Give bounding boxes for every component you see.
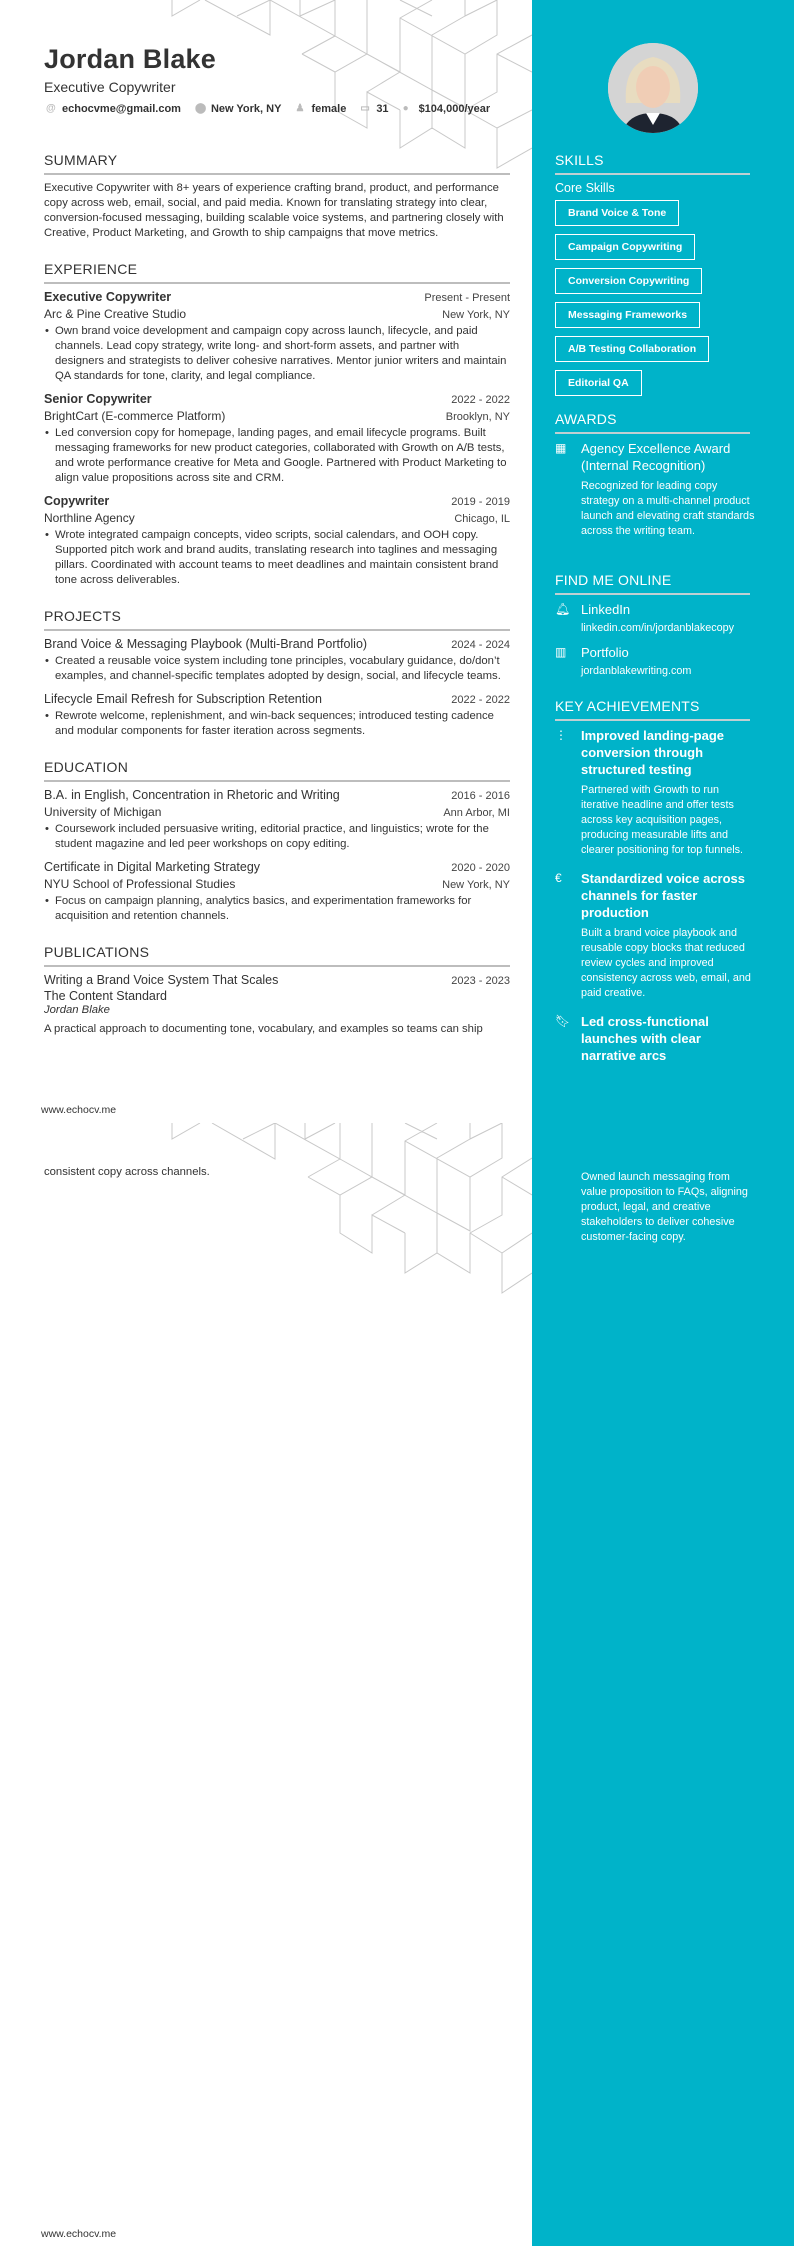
achievement-item [555,1013,755,1064]
project-entry [44,692,510,739]
chart-icon: ▥ [555,645,567,659]
avatar [608,43,698,133]
school: NYU School of Professional Studies [44,877,236,891]
degree: B.A. in English, Concentration in Rhetoric and Writing [44,788,340,802]
calendar-icon: ▭ [360,103,370,114]
contact-location: New York, NY [210,103,282,115]
achievement-title: Improved landing-page conversion through structured testing [581,728,725,777]
experience-entry [44,494,510,588]
contact-email: echocvme@gmail.com [62,103,181,115]
section-heading: SKILLS [555,152,750,175]
at-icon: @ [46,103,56,114]
dates: 2022 - 2022 [451,694,510,706]
achievement-item [555,727,755,858]
author: Jordan Blake [44,1004,110,1016]
dates: 2024 - 2024 [451,639,510,651]
online-section [555,572,755,687]
geometric-pattern-page2 [0,1123,532,1323]
education-entry [44,860,510,924]
section-heading: PROJECTS [44,608,510,631]
company: BrightCart (E-commerce Platform) [44,409,226,423]
project-name: Lifecycle Email Refresh for Subscription Retention [44,692,322,706]
location: Brooklyn, NY [445,411,510,423]
award-title: Agency Excellence Award (Internal Recognition) [581,441,731,473]
bullet: • Focus on campaign planning, analytics basics, and experimentation frameworks for acquisition and retention channels. [44,894,510,924]
money-icon: ● [402,103,409,114]
experience-entry [44,392,510,486]
projects-section [44,608,510,739]
skill-tag: Conversion Copywriting [555,268,702,294]
bullet: • Own brand voice development and campaign copy across launch, lifecycle, and paid channels. Lead copy strategy, write long- and short-form assets, and partner with designers and strategists to deliver cohesive narratives. Mentor junior writers and maintain QA standards for tone, clarity, and legal compliance. [44,324,510,384]
location: Ann Arbor, MI [443,807,510,819]
online-label: LinkedIn [581,602,631,617]
section-heading: EDUCATION [44,759,510,782]
dates: 2020 - 2020 [451,862,510,874]
bullet: • Led conversion copy for homepage, landing pages, and email lifecycle programs. Built messaging frameworks for new product categories, collaborated with Growth on A/B tests, and wrote performance creative for Meta and Google. Partnered with Product Marketing to align value propositions across site and CRM. [44,426,510,486]
contact-age: 31 [376,103,389,115]
publication-description-continued: consistent copy across channels. [44,1166,210,1178]
contact-row [44,103,510,115]
achievement-title: Standardized voice across channels for faster production [581,871,746,920]
publication-title: Writing a Brand Voice System That Scales [44,973,279,987]
achievement-item [555,870,755,1001]
award-item [555,440,755,539]
degree: Certificate in Digital Marketing Strategy [44,860,261,874]
project-entry [44,637,510,684]
dots-icon: ⋮ [555,728,567,742]
online-url[interactable]: linkedin.com/in/jordanblakecopy [581,622,735,634]
online-item[interactable] [555,644,755,679]
role: Copywriter [44,494,110,508]
location: Chicago, IL [454,513,510,525]
right-column [555,152,755,404]
bell-icon: 🔔︎ [555,602,571,616]
skill-tags [555,200,755,404]
bookmark-icon: 🔖︎ [555,1014,571,1028]
skill-tag: A/B Testing Collaboration [555,336,709,362]
section-heading: FIND ME ONLINE [555,572,750,595]
dates: Present - Present [424,292,510,304]
achievements-section [555,698,755,1072]
contact-gender: female [311,103,347,115]
summary-text: Executive Copywriter with 8+ years of experience crafting brand, product, and performance copy across web, email, social, and paid media. Known for translating strategy into clear, conversion-focused messaging, building scalable voice systems, and partnering closely with Creative, Product Marketing, and Growth to ship campaigns that move metrics. [44,182,504,239]
online-label: Portfolio [581,645,629,660]
bullet: • Wrote integrated campaign concepts, video scripts, social calendars, and OOH copy. Supported pitch work and brand audits, translating research into taglines and messaging pillars. Coordinated with account teams to meet deadlines and maintain consistent brand tone across deliverables. [44,528,510,588]
achievement-description: Owned launch messaging from value proposition to FAQs, aligning product, legal, and creative stakeholders to deliver cohesive customer-facing copy. [581,1171,748,1243]
project-name: Brand Voice & Messaging Playbook (Multi-Brand Portfolio) [44,637,368,651]
skill-tag: Brand Voice & Tone [555,200,679,226]
location: New York, NY [442,309,510,321]
candidate-title: Executive Copywriter [44,79,176,95]
publication-description: A practical approach to documenting tone, vocabulary, and examples so teams can ship [44,1023,483,1035]
dates: 2019 - 2019 [451,496,510,508]
role: Executive Copywriter [44,290,172,304]
education-entry [44,788,510,852]
dates: 2023 - 2023 [451,975,510,987]
awards-section [555,411,755,547]
section-heading: KEY ACHIEVEMENTS [555,698,750,721]
publisher: The Content Standard [44,989,167,1003]
bullet: • Coursework included persuasive writing, editorial practice, and linguistics; wrote for the student magazine and led peer workshops on copy editing. [44,822,510,852]
footer-site: www.echocv.me [41,2228,117,2240]
online-url[interactable]: jordanblakewriting.com [581,665,692,677]
education-section [44,759,510,924]
bullet: • Created a reusable voice system including tone principles, vocabulary guidance, do/don’t examples, and channel-specific templates adopted by design, social, and lifecycle teams. [44,654,510,684]
location-pin-icon: ⬤ [194,103,207,114]
achievement-title: Led cross-functional launches with clear narrative arcs [581,1014,709,1063]
resume-header [44,44,510,115]
skill-tag: Campaign Copywriting [555,234,695,260]
dates: 2016 - 2016 [451,790,510,802]
summary-section [44,152,510,241]
achievement-description: Partnered with Growth to run iterative headline and offer tests across key acquisition pages, producing measurable lifts and clearer positioning for top funnels. [581,784,744,856]
company: Northline Agency [44,511,135,525]
dates: 2022 - 2022 [451,394,510,406]
footer-site: www.echocv.me [41,1104,117,1116]
person-icon: ♟ [295,103,305,114]
publications-section [44,944,510,1037]
company: Arc & Pine Creative Studio [44,307,187,321]
role: Senior Copywriter [44,392,152,406]
school: University of Michigan [44,805,162,819]
location: New York, NY [442,879,510,891]
online-item[interactable] [555,601,755,636]
experience-entry [44,290,510,384]
section-heading: PUBLICATIONS [44,944,510,967]
section-heading: EXPERIENCE [44,261,510,284]
bullet: • Rewrote welcome, replenishment, and win-back sequences; introduced testing cadence and modular components for faster iteration across segments. [44,709,510,739]
left-column [44,152,510,1057]
contact-salary: $104,000/year [418,103,491,115]
award-description: Recognized for leading copy strategy on a multi-channel product launch and elevating craft standards across the writing team. [581,480,755,537]
experience-section [44,261,510,588]
skill-tag: Editorial QA [555,370,642,396]
achievement-description: Built a brand voice playbook and reusable copy blocks that reduced review cycles and improved consistency across web, email, and paid creative. [581,927,751,999]
euro-icon: € [555,871,562,885]
section-heading: AWARDS [555,411,750,434]
section-heading: SUMMARY [44,152,510,175]
candidate-name: Jordan Blake [44,44,216,74]
skill-group-label: Core Skills [555,181,615,195]
achievement-description-continued [581,1170,751,1245]
skill-tag: Messaging Frameworks [555,302,700,328]
calculator-icon: ▦ [555,441,567,455]
